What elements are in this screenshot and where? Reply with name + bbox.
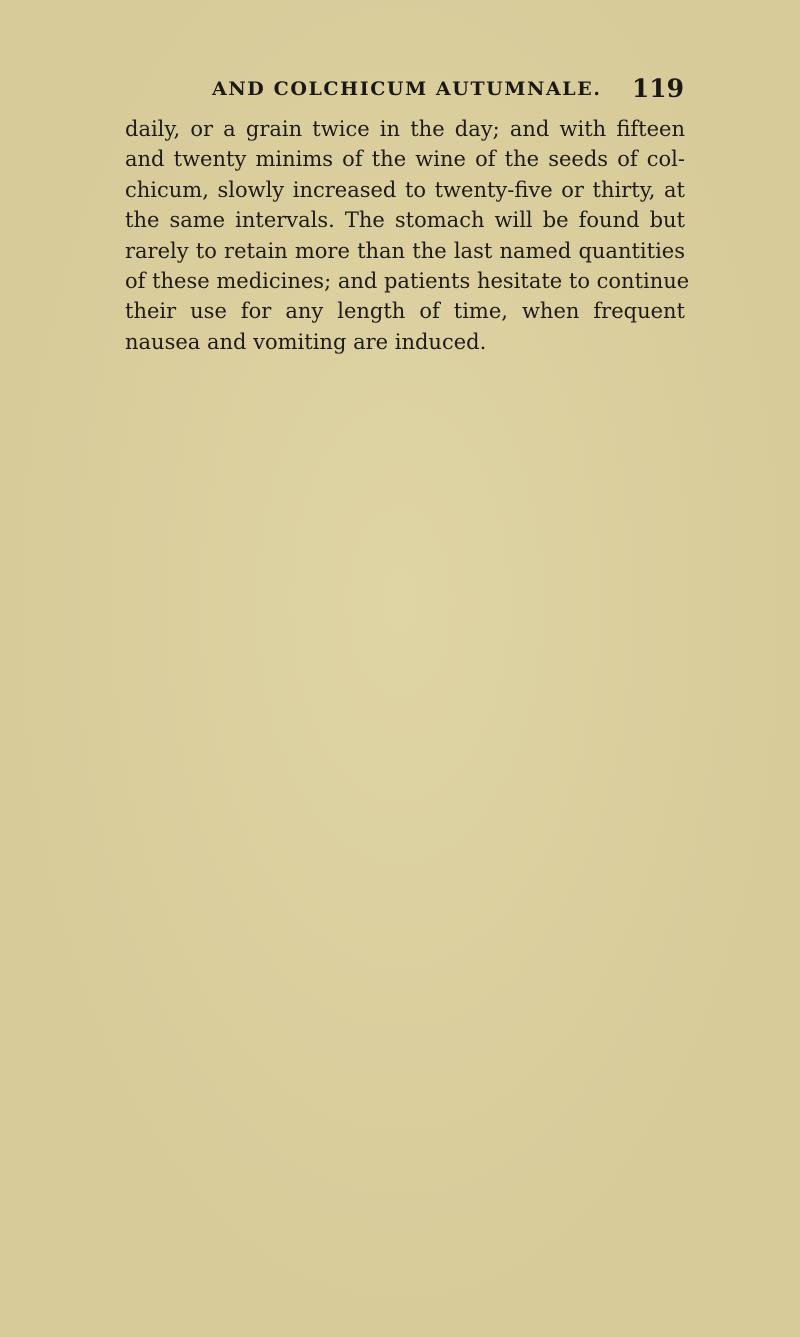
body-paragraph [125, 114, 690, 357]
text-line: chicum, slowly increased to twenty-five or thirty, at [125, 177, 685, 202]
text-line: nausea and vomiting are induced. [125, 329, 487, 354]
text-line: the same intervals. The stomach will be found but [125, 208, 685, 233]
text-line: daily, or a grain twice in the day; and with fifteen [125, 117, 685, 141]
text-line: and twenty minims of the wine of the seeds of col- [125, 147, 685, 172]
text-line: rarely to retain more than the last named quantities [125, 238, 685, 263]
page-number: 119 [631, 74, 684, 103]
text-line: of these medicines; and patients hesitate to continue [125, 269, 690, 294]
running-head [212, 76, 684, 106]
running-head-title: AND COLCHICUM AUTUMNALE. [212, 78, 602, 100]
text-line: their use for any length of time, when frequent [125, 299, 685, 324]
